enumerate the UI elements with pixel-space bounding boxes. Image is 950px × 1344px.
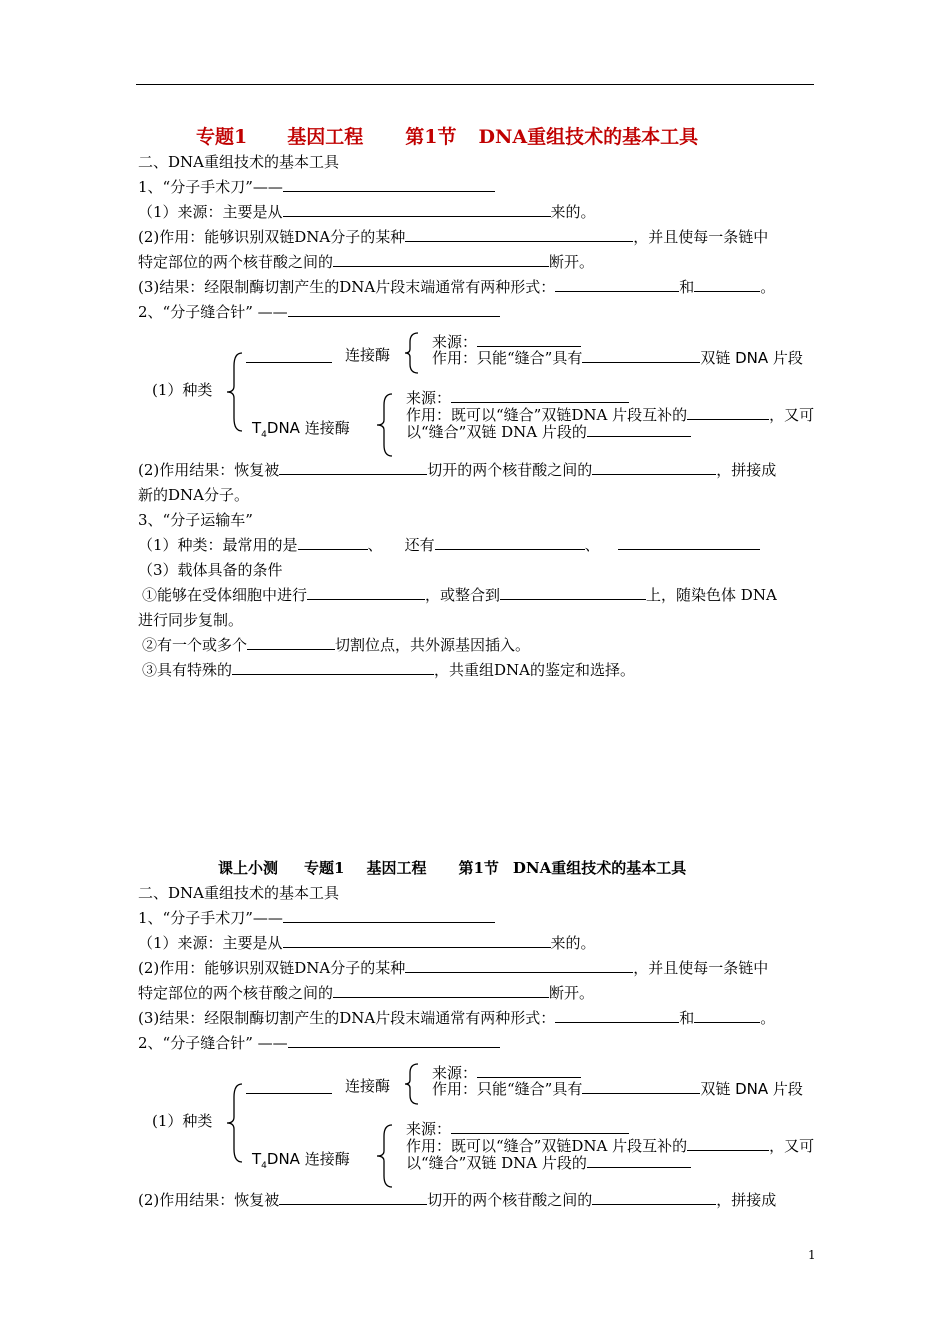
q-section-heading: 二、DNA重组技术的基本工具 (138, 884, 339, 902)
q-kinds-brace (226, 1083, 244, 1163)
action-line-3: 以“缝合”双链 DNA 片段的 (406, 422, 691, 442)
q-result-line-2: (2)作用结果：恢复被 切开的两个核苷酸之间的 ，拼接成 (138, 1191, 777, 1209)
action-line: 作用：只能“缝合”具有 双链 DNA 片段 (432, 349, 803, 367)
q-action-line-2: 作用：既可以“缝合”双链DNA 片段互补的 ，又可 (406, 1137, 815, 1155)
q-scissors-line: 1、“分子手术刀”—— (138, 908, 495, 928)
kinds-brace (226, 352, 244, 432)
condition-3: ③具有特殊的 ，共重组DNA的鉴定和选择。 (142, 661, 636, 679)
vector-kinds: （1）种类：最常用的是 、 还有 、 (138, 535, 760, 555)
q-needle-line: 2、“分子缝合针” —— (138, 1033, 500, 1053)
condition-1-cont: 进行同步复制。 (138, 611, 244, 629)
result-line-3: 新的DNA分子。 (138, 486, 249, 504)
q-ligase-label: 连接酶 (345, 1077, 391, 1095)
action-line-2: 作用：既可以“缝合”双链DNA 片段互补的 ，又可 (406, 406, 815, 424)
ligase-label: 连接酶 (345, 346, 391, 364)
kinds-label: (1）种类 (152, 381, 213, 399)
q-kinds-label: (1）种类 (152, 1112, 213, 1130)
source-label: 来源： (432, 332, 581, 352)
source-label-2: 来源： (406, 388, 629, 408)
header-rule (136, 84, 814, 85)
vector-heading: 3、“分子运输车” (138, 511, 253, 529)
result-line: (3)结果：经限制酶切割产生的DNA片段末端通常有两种形式： 和 。 (138, 278, 776, 296)
result-line-2: (2)作用结果：恢复被 切开的两个核苷酸之间的 ，拼接成 (138, 461, 777, 479)
q-action-line: 作用：只能“缝合”具有 双链 DNA 片段 (432, 1080, 803, 1098)
q-function-line: (2)作用：能够识别双链DNA分子的某种 ，并且使每一条链中 (138, 959, 769, 977)
blank-ligase-name (246, 348, 332, 368)
section-heading: 二、DNA重组技术的基本工具 (138, 153, 339, 171)
source-line: （1）来源：主要是从 来的。 (138, 203, 596, 221)
q-function-line-2: 特定部位的两个核苷酸之间的 断开。 (138, 984, 595, 1002)
q-blank-ligase-name (246, 1079, 332, 1099)
function-line: (2)作用：能够识别双链DNA分子的某种 ，并且使每一条链中 (138, 228, 769, 246)
condition-1: ①能够在受体细胞中进行 ，或整合到 上，随染色体 DNA (142, 586, 777, 604)
page-title: 专题1 基因工程 第1节 DNA重组技术的基本工具 (196, 126, 699, 148)
quiz-title: 课上小测 专题1 基因工程 第1节 DNA重组技术的基本工具 (218, 859, 687, 877)
t4-brace (376, 393, 394, 457)
condition-2: ②有一个或多个 切割位点，共外源基因插入。 (142, 636, 531, 654)
q-t4-brace (376, 1124, 394, 1188)
vector-conditions: （3）载体具备的条件 (138, 561, 283, 579)
q-t4-ligase-label: $T_4DNA$ 连接酶 (252, 1150, 350, 1171)
q-action-line-3: 以“缝合”双链 DNA 片段的 (406, 1153, 691, 1173)
q-left-brace (404, 1063, 420, 1105)
left-brace (404, 332, 420, 374)
page-number: 1 (808, 1248, 816, 1262)
needle-line: 2、“分子缝合针” —— (138, 302, 500, 322)
t4-ligase-label: $T_4DNA$ 连接酶 (252, 419, 350, 440)
q-source-label: 来源： (432, 1063, 581, 1083)
q-source-line: （1）来源：主要是从 来的。 (138, 934, 596, 952)
q-source-label-2: 来源： (406, 1119, 629, 1139)
scissors-line: 1、“分子手术刀”—— (138, 177, 495, 197)
q-result-line: (3)结果：经限制酶切割产生的DNA片段末端通常有两种形式： 和 。 (138, 1009, 776, 1027)
function-line-2: 特定部位的两个核苷酸之间的 断开。 (138, 253, 595, 271)
